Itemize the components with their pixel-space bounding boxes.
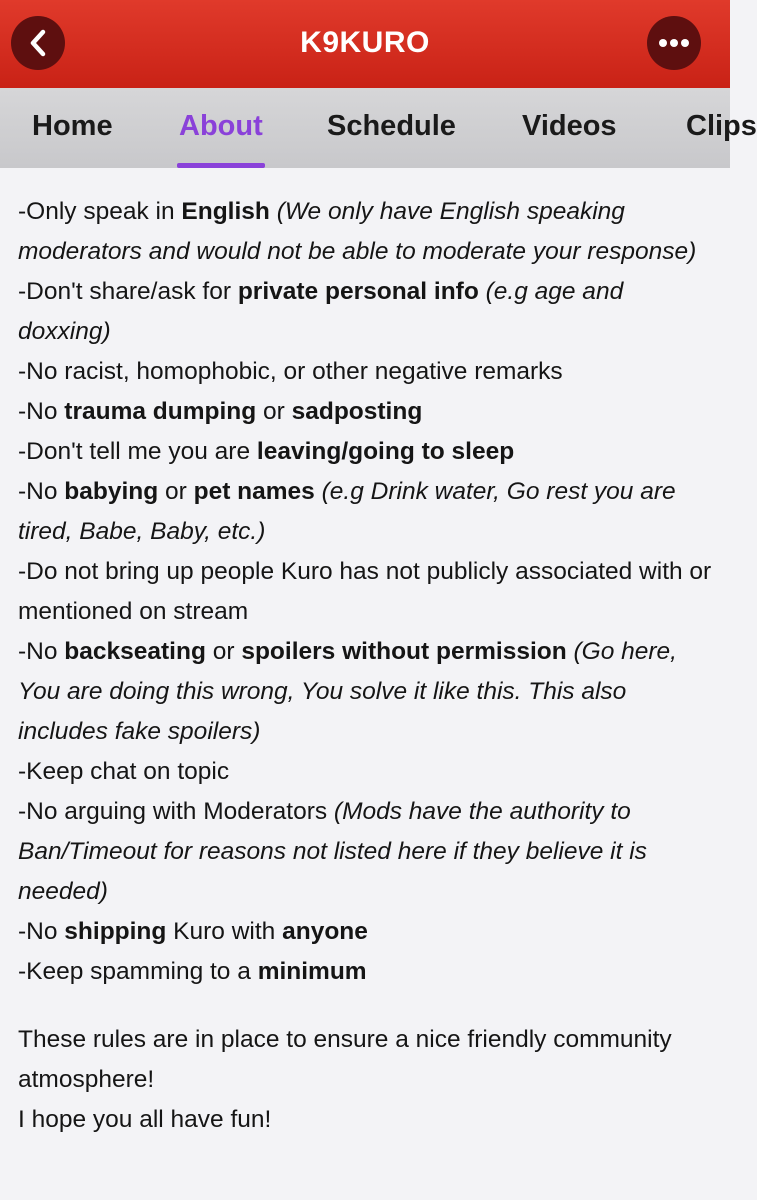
rule-italic-text: (e.g age and doxxing)	[18, 278, 624, 345]
rule-item	[18, 392, 713, 432]
rule-text: or	[158, 478, 194, 505]
rule-text: -No	[18, 398, 65, 425]
rule-bold-text: anyone	[282, 918, 368, 945]
rule-text: -Only speak in	[18, 198, 182, 225]
more-horizontal-icon	[659, 39, 689, 47]
rule-italic-text: (We only have English speaking moderators and would not be able to moderate your response)	[18, 198, 697, 265]
rule-item	[18, 272, 713, 352]
rule-text: Kuro with	[166, 918, 283, 945]
rule-bold-text: trauma dumping	[64, 398, 257, 425]
rule-text: or	[205, 638, 242, 665]
rule-item	[18, 552, 713, 632]
rule-text: -Don't share/ask for	[18, 278, 238, 305]
channel-title: K9KURO	[300, 26, 430, 59]
tab-home[interactable]: Home	[32, 110, 113, 142]
tab-schedule[interactable]: Schedule	[327, 110, 456, 142]
rule-item	[18, 752, 713, 792]
rule-italic-text: (Mods have the authority to Ban/Timeout for reasons not listed here if they believe it is needed)	[18, 798, 647, 905]
rule-bold-text: backseating	[64, 638, 206, 665]
tab-videos[interactable]: Videos	[522, 110, 617, 142]
active-tab-indicator	[177, 163, 265, 168]
rule-item	[18, 792, 713, 912]
rule-italic-text: (e.g Drink water, Go rest you are tired, Babe, Baby, etc.)	[18, 478, 676, 545]
rule-bold-text: private personal info	[237, 278, 479, 305]
rule-text: -Keep chat on topic	[18, 758, 230, 785]
rule-item	[18, 432, 713, 472]
rule-italic-text: (Go here, You are doing this wrong, You solve it like this. This also includes fake spoilers)	[18, 638, 677, 745]
rule-item	[18, 472, 713, 552]
rule-bold-text: babying	[64, 478, 159, 505]
app-header	[0, 0, 730, 88]
rule-bold-text: minimum	[257, 958, 367, 985]
channel-tab-bar	[0, 88, 757, 168]
closing-line: These rules are in place to ensure a nice friendly community atmosphere!	[18, 1026, 672, 1093]
closing-text	[18, 1020, 713, 1140]
tab-clips[interactable]: Clips	[686, 110, 757, 142]
rule-text: -No	[18, 638, 65, 665]
rules-list	[18, 192, 713, 992]
rule-bold-text: English	[181, 198, 270, 225]
rule-text: -No	[18, 478, 65, 505]
more-options-button[interactable]	[647, 16, 701, 70]
rule-text: or	[256, 398, 292, 425]
rule-text: -Don't tell me you are	[18, 438, 257, 465]
rule-item	[18, 952, 713, 992]
tab-about[interactable]: About	[179, 110, 263, 142]
rule-item	[18, 912, 713, 952]
rule-bold-text: sadposting	[291, 398, 423, 425]
about-panel	[18, 192, 713, 1140]
closing-line: I hope you all have fun!	[18, 1106, 272, 1133]
rule-bold-text: leaving/going to sleep	[256, 438, 515, 465]
rule-bold-text: shipping	[64, 918, 167, 945]
rule-text: -No	[18, 918, 65, 945]
rule-item	[18, 352, 713, 392]
rule-text: -Keep spamming to a	[18, 958, 258, 985]
rule-text: -No racist, homophobic, or other negative remarks	[18, 358, 563, 385]
rule-item	[18, 632, 713, 752]
rule-bold-text: spoilers without permission	[241, 638, 567, 665]
rule-text: -No arguing with Moderators	[18, 798, 328, 825]
rule-bold-text: pet names	[193, 478, 315, 505]
rule-item	[18, 192, 713, 272]
rule-text: -Do not bring up people Kuro has not publicly associated with or mentioned on stream	[18, 558, 712, 625]
